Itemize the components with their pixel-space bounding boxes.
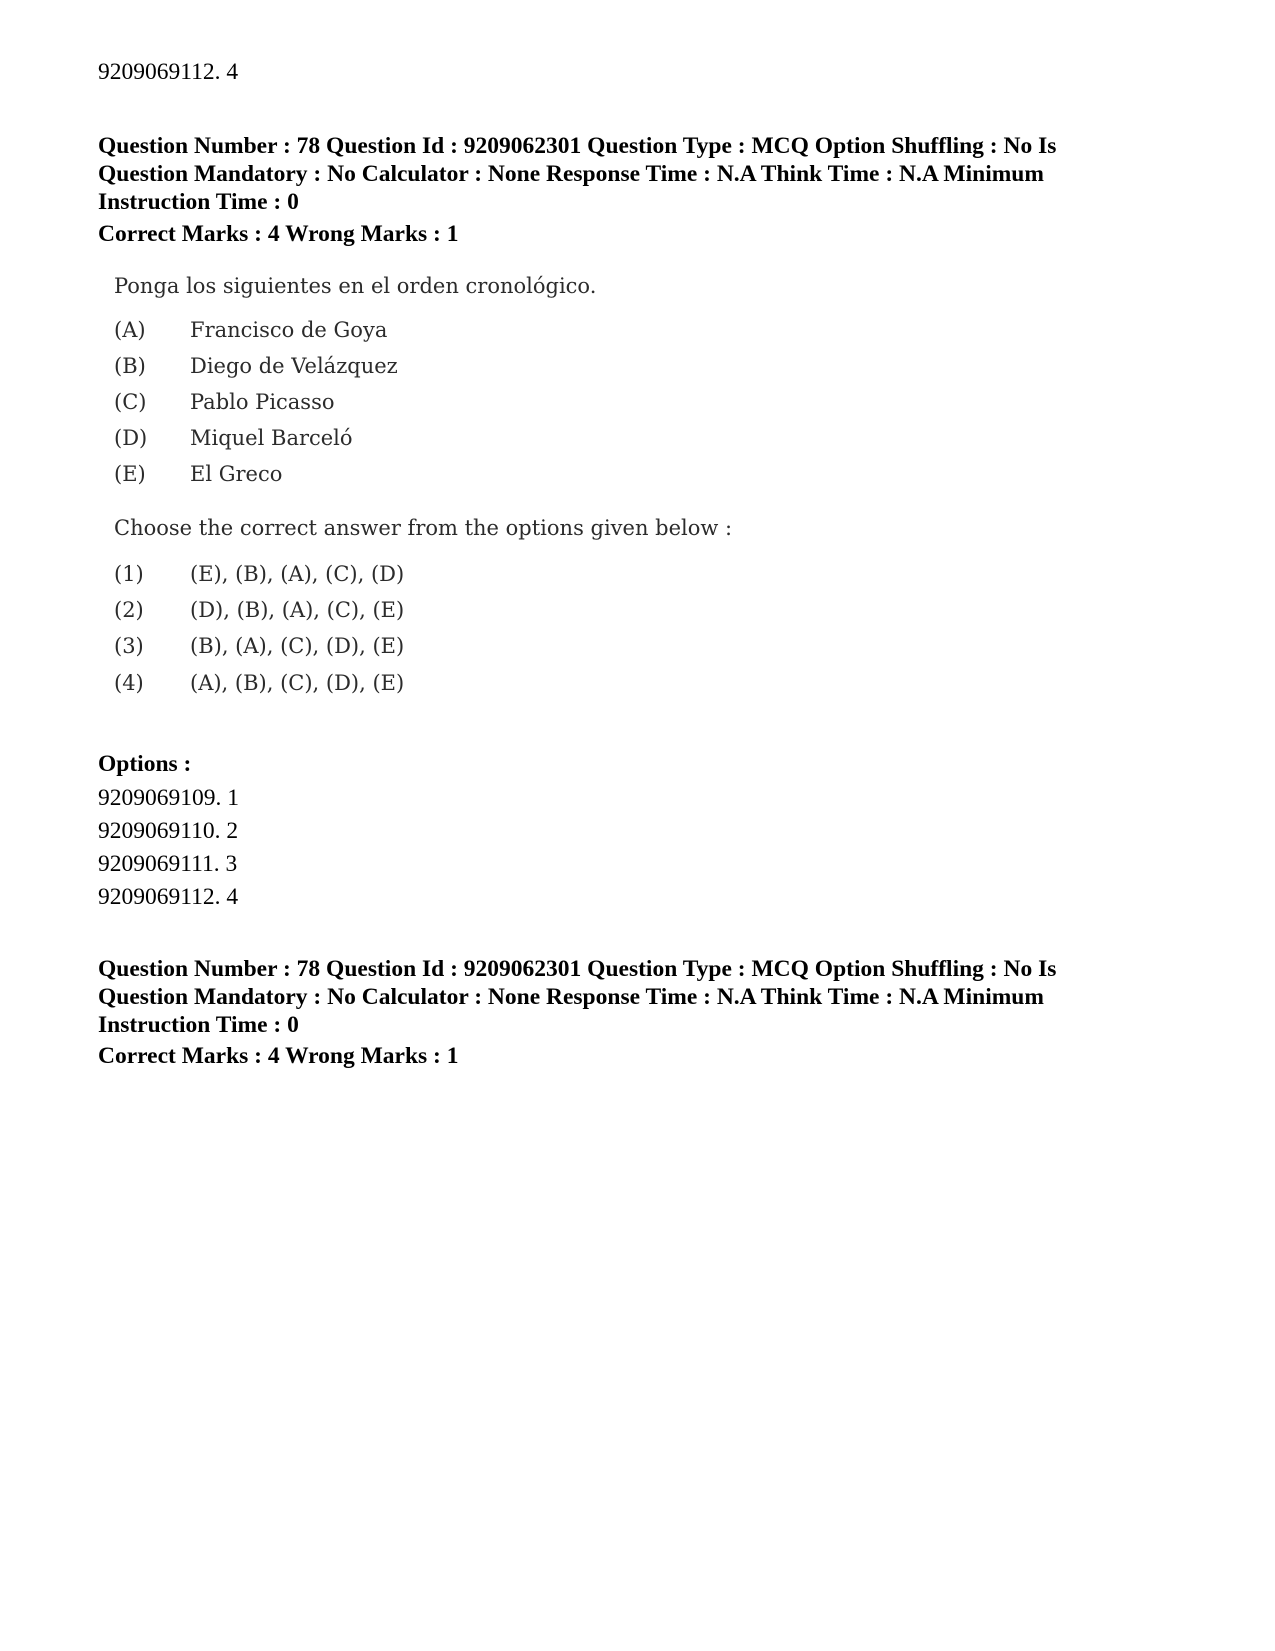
answer-choice (114, 598, 404, 622)
list-item (114, 318, 387, 342)
answer-label: (3) (114, 634, 144, 658)
answer-choice (114, 671, 404, 695)
item-label: (E) (114, 462, 146, 486)
answer-choice (114, 634, 404, 658)
next-question-header-line-3: Instruction Time : 0 (98, 1012, 299, 1038)
list-item (114, 426, 353, 450)
item-text: Francisco de Goya (190, 318, 388, 342)
previous-option-line: 9209069112. 4 (98, 59, 239, 85)
item-text: Miquel Barceló (190, 426, 353, 450)
question-prompt: Ponga los siguientes en el orden cronológico. (114, 274, 597, 298)
item-text: El Greco (190, 462, 283, 486)
answer-label: (2) (114, 598, 144, 622)
option-item: 9209069111. 3 (98, 851, 238, 877)
answer-text: (A), (B), (C), (D), (E) (190, 671, 405, 695)
answer-text: (E), (B), (A), (C), (D) (190, 562, 405, 586)
next-question-header-line-1: Question Number : 78 Question Id : 9209062301 Question Type : MCQ Option Shuffling : No Is (98, 956, 1057, 982)
answer-text: (D), (B), (A), (C), (E) (190, 598, 405, 622)
option-item: 9209069110. 2 (98, 818, 239, 844)
answer-label: (1) (114, 562, 144, 586)
item-label: (B) (114, 354, 146, 378)
option-item: 9209069109. 1 (98, 785, 239, 811)
answer-text: (B), (A), (C), (D), (E) (190, 634, 405, 658)
choose-prompt: Choose the correct answer from the options given below : (114, 516, 733, 540)
list-item (114, 354, 398, 378)
item-text: Diego de Velázquez (190, 354, 398, 378)
question-image (104, 274, 744, 740)
item-label: (A) (114, 318, 146, 342)
item-label: (D) (114, 426, 148, 450)
question-header-line-3: Instruction Time : 0 (98, 189, 299, 215)
next-question-header (98, 955, 1218, 1039)
question-marks: Correct Marks : 4 Wrong Marks : 1 (98, 221, 459, 247)
next-question-marks: Correct Marks : 4 Wrong Marks : 1 (98, 1043, 459, 1069)
options-heading: Options : (98, 751, 192, 777)
question-header (98, 132, 1218, 216)
answer-label: (4) (114, 671, 144, 695)
option-item: 9209069112. 4 (98, 884, 239, 910)
item-text: Pablo Picasso (190, 390, 335, 414)
question-header-line-2: Question Mandatory : No Calculator : None Response Time : N.A Think Time : N.A Minimum (98, 161, 1044, 187)
answer-choice (114, 562, 404, 586)
next-question-header-line-2: Question Mandatory : No Calculator : None Response Time : N.A Think Time : N.A Minimum (98, 984, 1044, 1010)
item-label: (C) (114, 390, 147, 414)
list-item (114, 390, 335, 414)
list-item (114, 462, 282, 486)
question-header-line-1: Question Number : 78 Question Id : 9209062301 Question Type : MCQ Option Shuffling : No Is (98, 133, 1057, 159)
